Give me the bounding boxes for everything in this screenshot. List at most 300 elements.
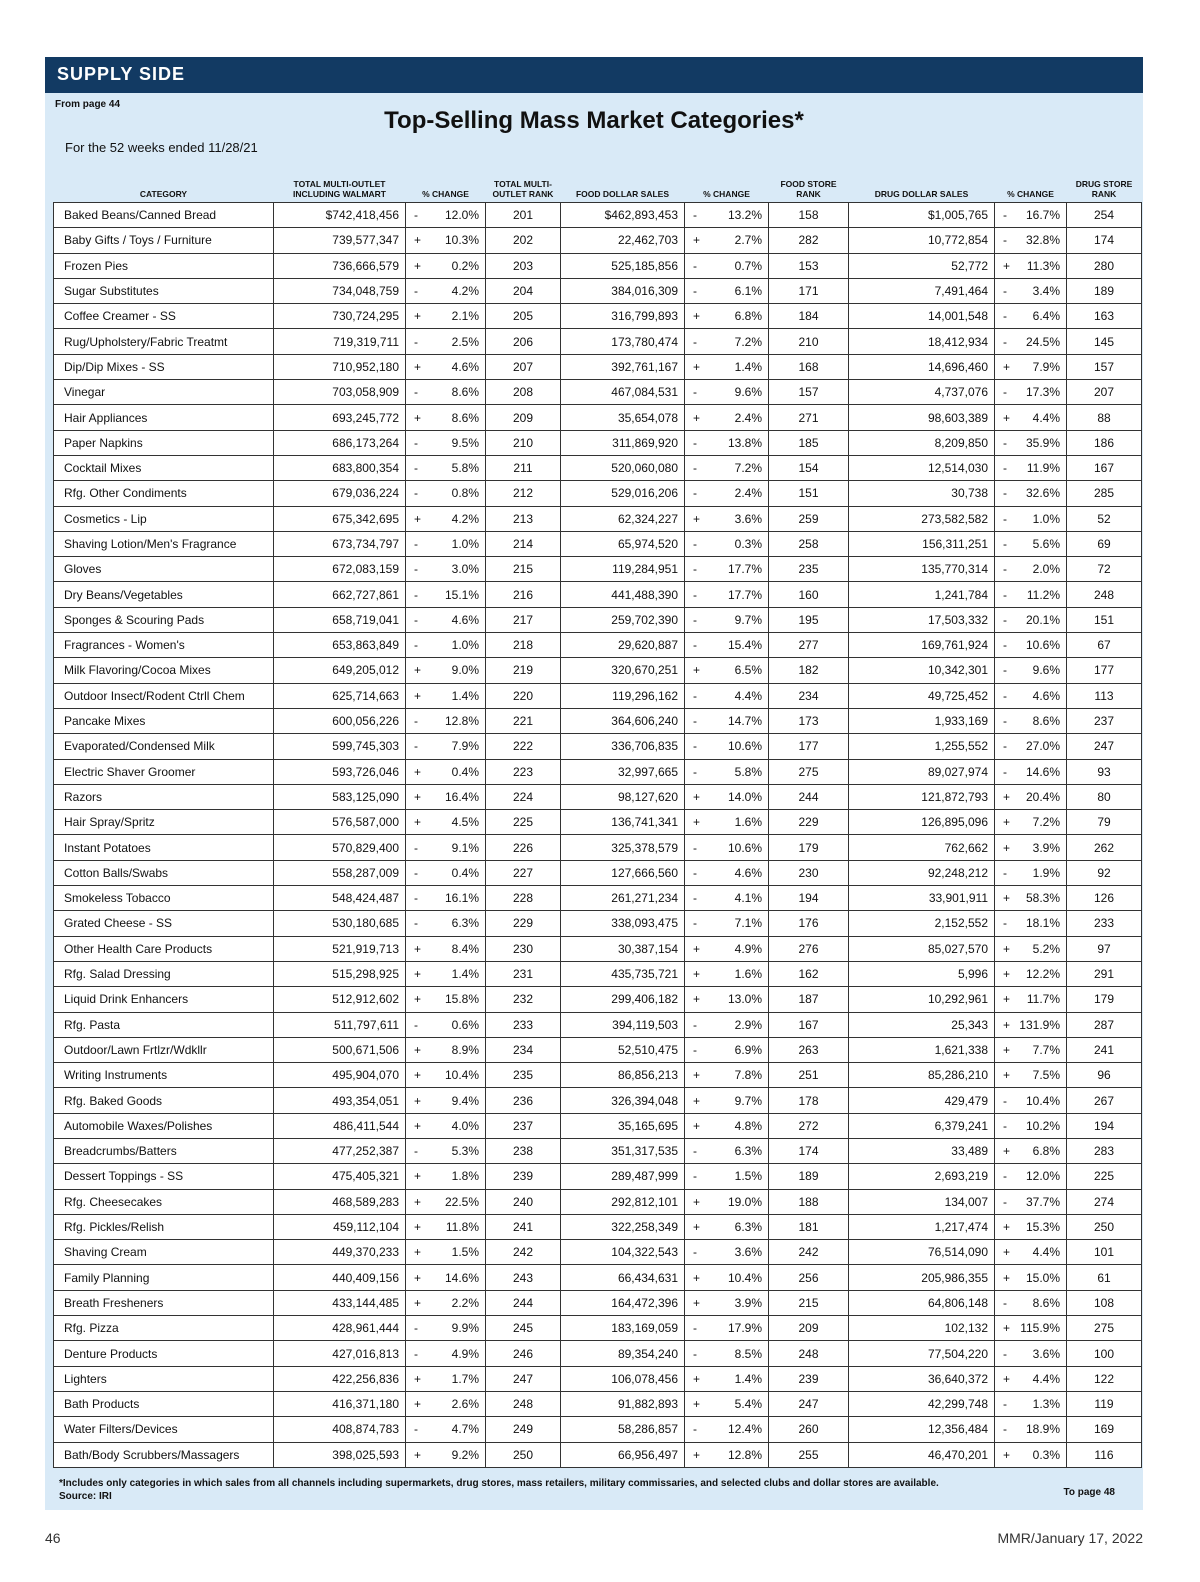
change-value: 15.0% [1025,1270,1060,1285]
change-sign: - [414,461,418,476]
change-sign: + [1003,1447,1011,1462]
multi-outlet-sales-cell: 477,252,387 [274,1138,406,1163]
category-cell: Coffee Creamer - SS [54,304,274,329]
change-sign: - [1003,435,1007,450]
category-cell: Breath Fresheners [54,1290,274,1315]
change-sign: - [1003,208,1007,223]
change-value: 4.9% [734,941,762,956]
change-sign: - [1003,1295,1007,1310]
change-value: 3.6% [734,1245,762,1260]
drug-sales-cell: 30,738 [849,481,995,506]
table-panel [45,93,1143,1510]
change-sign: + [693,410,701,425]
food-sales-cell: 392,761,167 [561,354,685,379]
food-sales-cell: 529,016,206 [561,481,685,506]
source-note: Source: IRI [59,1491,112,1502]
multi-outlet-rank-cell: 248 [486,1391,561,1416]
food-change-cell [685,835,769,860]
change-sign: + [693,309,701,324]
food-rank-cell: 215 [769,1290,849,1315]
multi-outlet-rank-cell: 218 [486,633,561,658]
change-sign: - [414,537,418,551]
drug-sales-cell: 12,356,484 [849,1417,995,1442]
drug-change-cell [995,380,1067,405]
category-cell: Outdoor Insect/Rodent Ctrll Chem [54,683,274,708]
food-change-cell [685,1442,769,1467]
header-food-sales: FOOD DOLLAR SALES [575,188,670,199]
multi-outlet-sales-cell: 662,727,861 [274,582,406,607]
header-category: CATEGORY [139,188,188,199]
change-sign: - [693,208,697,223]
change-sign: - [414,891,418,906]
change-value: 8.6% [451,385,479,400]
change-value: 11.8% [445,1220,479,1235]
multi-outlet-change-cell [406,1290,486,1315]
change-sign: - [693,739,697,754]
food-rank-cell: 168 [769,354,849,379]
change-value: 4.6% [451,359,479,374]
food-rank-cell: 153 [769,253,849,278]
header-mo-rank: TOTAL MULTI-OUTLET RANK [492,179,554,199]
change-sign: - [693,638,697,653]
drug-sales-cell: 10,772,854 [849,228,995,253]
food-rank-cell: 171 [769,278,849,303]
change-sign: - [1003,764,1007,779]
drug-change-cell [995,1088,1067,1113]
drug-rank-cell: 250 [1067,1214,1142,1239]
change-value: 20.4% [1025,789,1060,804]
table-row [54,759,1142,784]
food-rank-cell: 209 [769,1316,849,1341]
drug-change-cell [995,961,1067,986]
change-value: 14.6% [1025,764,1060,779]
food-sales-cell: 98,127,620 [561,784,685,809]
drug-change-cell [995,405,1067,430]
change-sign: - [693,688,697,703]
multi-outlet-change-cell [406,936,486,961]
drug-sales-cell: 10,342,301 [849,658,995,683]
food-change-cell [685,1290,769,1315]
table-row [54,886,1142,911]
category-cell: Cotton Balls/Swabs [54,860,274,885]
change-value: 1.5% [451,1245,479,1260]
table-row [54,354,1142,379]
change-value: 6.1% [734,284,762,299]
drug-sales-cell: 1,241,784 [849,582,995,607]
change-sign: + [693,663,701,678]
change-value: 5.4% [734,1397,762,1412]
change-sign: - [1003,537,1007,551]
drug-sales-cell: 52,772 [849,253,995,278]
food-sales-cell: 66,434,631 [561,1265,685,1290]
multi-outlet-rank-cell: 203 [486,253,561,278]
change-sign: + [1003,1068,1011,1083]
food-rank-cell: 181 [769,1214,849,1239]
drug-sales-cell: 64,806,148 [849,1290,995,1315]
drug-sales-cell: $1,005,765 [849,203,995,228]
change-value: 7.2% [1032,815,1060,830]
drug-change-cell [995,228,1067,253]
change-sign: + [414,1447,422,1462]
category-cell: Cocktail Mixes [54,455,274,480]
change-sign: - [414,1017,418,1032]
category-cell: Rfg. Salad Dressing [54,961,274,986]
multi-outlet-rank-cell: 201 [486,203,561,228]
change-value: 2.5% [451,334,479,349]
change-value: 24.5% [1025,334,1060,349]
change-sign: + [414,1220,422,1235]
food-change-cell [685,582,769,607]
change-value: 1.4% [734,1371,762,1386]
food-change-cell [685,759,769,784]
change-sign: - [693,1245,697,1260]
drug-rank-cell: 119 [1067,1391,1142,1416]
multi-outlet-sales-cell: 459,112,104 [274,1214,406,1239]
change-sign: - [414,865,418,880]
drug-sales-cell: 14,696,460 [849,354,995,379]
change-value: 17.7% [727,562,762,577]
change-sign: - [693,764,697,779]
multi-outlet-sales-cell: 673,734,797 [274,531,406,556]
drug-sales-cell: 1,255,552 [849,734,995,759]
food-sales-cell: 183,169,059 [561,1316,685,1341]
change-value: 35.9% [1025,435,1060,450]
drug-change-cell [995,607,1067,632]
category-cell: Hair Spray/Spritz [54,810,274,835]
drug-change-cell [995,557,1067,582]
food-change-cell [685,1164,769,1189]
drug-sales-cell: 135,770,314 [849,557,995,582]
food-sales-cell: 35,654,078 [561,405,685,430]
table-row [54,658,1142,683]
change-value: 9.6% [1032,663,1060,678]
change-value: 0.2% [451,258,479,273]
multi-outlet-change-cell [406,1037,486,1062]
change-value: 9.7% [734,1093,762,1108]
change-sign: - [1003,1093,1007,1108]
multi-outlet-rank-cell: 222 [486,734,561,759]
multi-outlet-sales-cell: 493,354,051 [274,1088,406,1113]
food-change-cell [685,1240,769,1265]
food-change-cell [685,810,769,835]
change-value: 1.4% [734,359,762,374]
change-value: 12.8% [444,714,479,729]
food-change-cell [685,1138,769,1163]
multi-outlet-rank-cell: 226 [486,835,561,860]
food-change-cell [685,253,769,278]
food-sales-cell: 164,472,396 [561,1290,685,1315]
change-value: 2.2% [451,1295,479,1310]
food-rank-cell: 234 [769,683,849,708]
change-sign: + [414,511,422,526]
change-sign: + [414,1371,422,1386]
multi-outlet-rank-cell: 223 [486,759,561,784]
table-row [54,557,1142,582]
change-sign: + [414,941,422,956]
change-value: 6.8% [1032,1144,1060,1159]
drug-rank-cell: 108 [1067,1290,1142,1315]
food-change-cell [685,911,769,936]
change-sign: - [1003,461,1007,476]
change-value: 14.7% [727,714,762,729]
table-row [54,430,1142,455]
table-row [54,1189,1142,1214]
change-value: 0.7% [734,258,762,273]
category-cell: Denture Products [54,1341,274,1366]
change-sign: - [414,840,418,855]
change-value: 0.3% [734,537,762,551]
multi-outlet-sales-cell: 649,205,012 [274,658,406,683]
food-rank-cell: 275 [769,759,849,784]
multi-outlet-sales-cell: 558,287,009 [274,860,406,885]
drug-change-cell [995,784,1067,809]
food-sales-cell: 62,324,227 [561,506,685,531]
food-change-cell [685,1088,769,1113]
category-cell: Writing Instruments [54,1063,274,1088]
multi-outlet-rank-cell: 213 [486,506,561,531]
food-rank-cell: 260 [769,1417,849,1442]
drug-change-cell [995,430,1067,455]
change-sign: + [693,1295,701,1310]
multi-outlet-change-cell [406,1391,486,1416]
change-sign: + [414,1042,422,1057]
change-sign: - [1003,587,1007,602]
drug-sales-cell: 5,996 [849,961,995,986]
multi-outlet-sales-cell: 683,800,354 [274,455,406,480]
category-cell: Rfg. Pasta [54,1012,274,1037]
change-sign: - [414,208,418,223]
food-sales-cell: 29,620,887 [561,633,685,658]
drug-change-cell [995,1417,1067,1442]
change-value: 115.9% [1020,1321,1060,1336]
drug-sales-cell: 134,007 [849,1189,995,1214]
food-sales-cell: 311,869,920 [561,430,685,455]
change-sign: + [414,815,422,830]
change-value: 17.3% [1025,385,1060,400]
change-sign: - [693,891,697,906]
multi-outlet-rank-cell: 224 [486,784,561,809]
food-change-cell [685,607,769,632]
food-rank-cell: 178 [769,1088,849,1113]
drug-rank-cell: 97 [1067,936,1142,961]
drug-rank-cell: 157 [1067,354,1142,379]
food-rank-cell: 263 [769,1037,849,1062]
change-value: 0.3% [1032,1447,1060,1462]
drug-sales-cell: 121,872,793 [849,784,995,809]
multi-outlet-change-cell [406,329,486,354]
food-sales-cell: 467,084,531 [561,380,685,405]
change-sign: - [414,334,418,349]
change-sign: + [414,1169,422,1184]
food-rank-cell: 256 [769,1265,849,1290]
change-value: 10.2% [1025,1118,1060,1133]
change-value: 8.6% [1032,1295,1060,1310]
drug-rank-cell: 283 [1067,1138,1142,1163]
drug-change-cell [995,582,1067,607]
change-value: 2.9% [734,1017,762,1032]
table-row [54,784,1142,809]
multi-outlet-sales-cell: 703,058,909 [274,380,406,405]
change-sign: + [414,1270,422,1285]
table-row [54,810,1142,835]
change-value: 0.4% [451,764,479,779]
change-value: 11.9% [1026,461,1060,476]
change-value: 17.7% [727,587,762,602]
change-value: 7.8% [734,1068,762,1083]
multi-outlet-sales-cell: 719,319,711 [274,329,406,354]
change-value: 7.2% [734,334,762,349]
drug-rank-cell: 52 [1067,506,1142,531]
multi-outlet-rank-cell: 215 [486,557,561,582]
multi-outlet-rank-cell: 228 [486,886,561,911]
food-sales-cell: 104,322,543 [561,1240,685,1265]
food-rank-cell: 251 [769,1063,849,1088]
table-row [54,1316,1142,1341]
table-row [54,1391,1142,1416]
multi-outlet-change-cell [406,1088,486,1113]
change-sign: - [414,486,418,501]
multi-outlet-sales-cell: 730,724,295 [274,304,406,329]
multi-outlet-rank-cell: 234 [486,1037,561,1062]
drug-change-cell [995,1366,1067,1391]
food-sales-cell: 66,956,497 [561,1442,685,1467]
multi-outlet-sales-cell: 658,719,041 [274,607,406,632]
category-cell: Bath/Body Scrubbers/Massagers [54,1442,274,1467]
drug-rank-cell: 93 [1067,759,1142,784]
food-sales-cell: 65,974,520 [561,531,685,556]
food-rank-cell: 184 [769,304,849,329]
food-rank-cell: 242 [769,1240,849,1265]
multi-outlet-sales-cell: 422,256,836 [274,1366,406,1391]
multi-outlet-rank-cell: 239 [486,1164,561,1189]
drug-rank-cell: 92 [1067,860,1142,885]
multi-outlet-change-cell [406,430,486,455]
drug-sales-cell: 85,286,210 [849,1063,995,1088]
drug-rank-cell: 169 [1067,1417,1142,1442]
change-value: 1.4% [451,967,479,982]
category-cell: Fragrances - Women's [54,633,274,658]
change-value: 12.2% [1025,967,1060,982]
category-cell: Bath Products [54,1391,274,1416]
change-sign: - [1003,284,1007,299]
drug-sales-cell: 2,693,219 [849,1164,995,1189]
food-sales-cell: 119,296,162 [561,683,685,708]
change-value: 11.2% [1026,587,1060,602]
multi-outlet-change-cell [406,582,486,607]
food-rank-cell: 185 [769,430,849,455]
multi-outlet-sales-cell: 693,245,772 [274,405,406,430]
table-header-row [54,163,1142,203]
change-sign: + [1003,258,1011,273]
food-change-cell [685,1341,769,1366]
change-value: 9.1% [451,840,479,855]
change-sign: + [1003,1245,1011,1260]
change-value: 17.9% [727,1321,762,1336]
drug-change-cell [995,278,1067,303]
food-change-cell [685,1113,769,1138]
multi-outlet-change-cell [406,961,486,986]
multi-outlet-rank-cell: 212 [486,481,561,506]
table-row [54,633,1142,658]
drug-change-cell [995,1341,1067,1366]
change-sign: - [414,1321,418,1336]
category-cell: Instant Potatoes [54,835,274,860]
food-change-cell [685,683,769,708]
change-value: 1.3% [1032,1397,1060,1412]
multi-outlet-sales-cell: 512,912,602 [274,987,406,1012]
change-sign: - [1003,1169,1007,1184]
change-value: 6.9% [734,1042,762,1057]
change-value: 4.6% [451,612,479,627]
change-value: 2.1% [451,309,479,324]
multi-outlet-change-cell [406,354,486,379]
change-value: 8.6% [1032,714,1060,729]
food-sales-cell: 119,284,951 [561,557,685,582]
header-total-multi-outlet: TOTAL MULTI-OUTLET INCLUDING WALMART [292,179,386,199]
table-row [54,203,1142,228]
food-rank-cell: 271 [769,405,849,430]
multi-outlet-change-cell [406,886,486,911]
change-sign: - [1003,1422,1007,1437]
change-value: 4.5% [451,815,479,830]
change-sign: + [414,663,422,678]
change-sign: - [414,435,418,450]
change-value: 4.4% [1032,1371,1060,1386]
food-sales-cell: 525,185,856 [561,253,685,278]
table-row [54,734,1142,759]
change-sign: - [1003,1194,1007,1209]
change-sign: - [693,486,697,501]
drug-rank-cell: 233 [1067,911,1142,936]
food-sales-cell: 106,078,456 [561,1366,685,1391]
food-change-cell [685,531,769,556]
food-rank-cell: 255 [769,1442,849,1467]
table-row [54,481,1142,506]
drug-rank-cell: 145 [1067,329,1142,354]
change-sign: + [414,410,422,425]
change-sign: + [414,359,422,374]
change-sign: - [1003,638,1007,653]
multi-outlet-sales-cell: 675,342,695 [274,506,406,531]
food-sales-cell: 289,487,999 [561,1164,685,1189]
change-sign: + [414,992,422,1007]
multi-outlet-change-cell [406,405,486,430]
category-cell: Liquid Drink Enhancers [54,987,274,1012]
multi-outlet-change-cell [406,708,486,733]
drug-change-cell [995,253,1067,278]
change-value: 3.6% [1032,1346,1060,1361]
multi-outlet-change-cell [406,1164,486,1189]
header-drug-rank: DRUG STORE RANK [1075,179,1133,199]
category-cell: Paper Napkins [54,430,274,455]
change-sign: + [693,941,701,956]
table-row [54,607,1142,632]
change-value: 5.8% [451,461,479,476]
change-sign: + [1003,1220,1011,1235]
drug-rank-cell: 88 [1067,405,1142,430]
change-value: 4.0% [451,1118,479,1133]
change-value: 4.6% [734,865,762,880]
food-change-cell [685,481,769,506]
change-sign: + [1003,1270,1011,1285]
food-change-cell [685,1189,769,1214]
table-row [54,1113,1142,1138]
change-sign: + [1003,1017,1011,1032]
header-drug-sales: DRUG DOLLAR SALES [874,188,969,199]
drug-rank-cell: 287 [1067,1012,1142,1037]
drug-sales-cell: 92,248,212 [849,860,995,885]
drug-change-cell [995,987,1067,1012]
